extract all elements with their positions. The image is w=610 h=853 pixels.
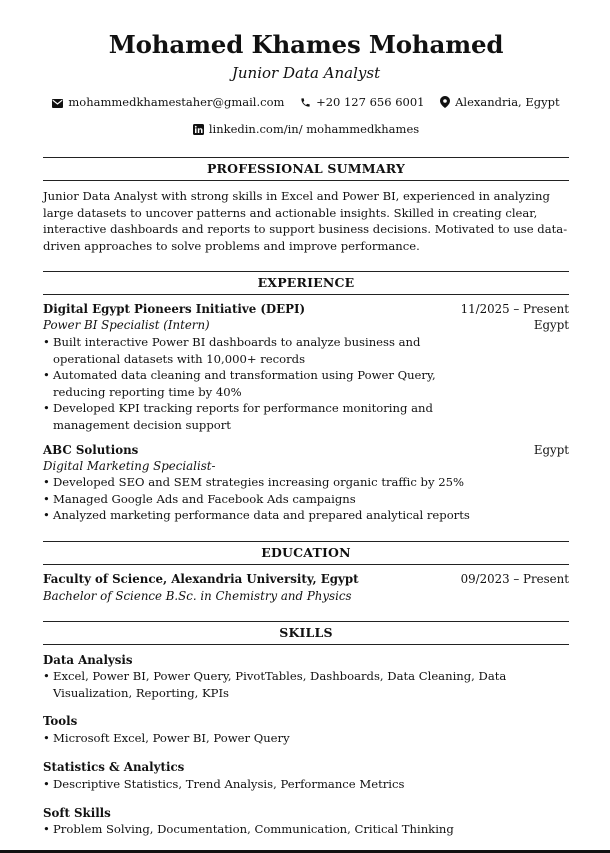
summary-text: Junior Data Analyst with strong skills in Excel and Power BI, experienced in analyzing large datasets to uncover patterns and actionable insights. Skilled in creating clear, interactive dashboards and reports to support business decisions. Motivated to use data-driven approaches to solve problems and improve performance. [43, 189, 568, 253]
job-location: Egypt [533, 443, 569, 457]
list-item: • Excel, Power BI, Power Query, PivotTables, Dashboards, Data Cleaning, Data Visualization, Reporting, KPIs [43, 668, 569, 701]
contact-row [43, 95, 569, 109]
education-subheader [43, 588, 569, 605]
skill-list [43, 821, 569, 838]
education-degree: Bachelor of Science B.Sc. in Chemistry and Physics [43, 589, 352, 603]
job-org: Digital Egypt Pioneers Initiative (DEPI) [43, 302, 306, 316]
skill-list [43, 668, 569, 701]
map-pin-icon [440, 96, 450, 108]
experience-heading: EXPERIENCE [43, 271, 569, 295]
job-position: Digital Marketing Specialist- [43, 459, 216, 473]
skill-group-title: Data Analysis [43, 653, 133, 667]
list-item: • Automated data cleaning and transformation using Power Query, reducing reporting time by 40% [43, 367, 443, 400]
education-heading: EDUCATION [43, 541, 569, 565]
job-bullets [43, 334, 443, 433]
skill-list [43, 776, 569, 793]
candidate-name: Mohamed Khames Mohamed [108, 30, 504, 59]
location-text: Alexandria, Egypt [455, 95, 560, 109]
skill-group-title: Soft Skills [43, 806, 111, 820]
job-header [43, 301, 569, 318]
education-date: 09/2023 – Present [460, 572, 569, 586]
linkedin-contact[interactable] [193, 122, 419, 136]
education-school: Faculty of Science, Alexandria University, Egypt [43, 572, 359, 586]
location-contact [440, 95, 559, 109]
candidate-role: Junior Data Analyst [231, 64, 381, 82]
job-subheader [43, 317, 569, 334]
phone-contact[interactable] [300, 95, 424, 109]
linkedin-icon [193, 124, 204, 135]
list-item: • Developed SEO and SEM strategies increasing organic traffic by 25% [43, 474, 569, 491]
linkedin-row [43, 122, 569, 136]
job-date: 11/2025 – Present [460, 302, 569, 316]
skills-heading: SKILLS [43, 621, 569, 645]
list-item: • Developed KPI tracking reports for performance monitoring and management decision support [43, 400, 443, 433]
phone-text: +20 127 656 6001 [316, 95, 425, 109]
skill-group-title: Tools [43, 714, 78, 728]
job-header [43, 442, 569, 459]
skill-group-title: Statistics & Analytics [43, 760, 185, 774]
summary-heading: PROFESSIONAL SUMMARY [43, 157, 569, 181]
phone-icon [300, 97, 311, 108]
skill-list [43, 730, 569, 747]
list-item: • Problem Solving, Documentation, Communication, Critical Thinking [43, 821, 569, 838]
list-item: • Descriptive Statistics, Trend Analysis, Performance Metrics [43, 776, 569, 793]
linkedin-text: linkedin.com/in/ mohammedkhames [208, 122, 420, 136]
list-item: • Managed Google Ads and Facebook Ads campaigns [43, 491, 569, 508]
job-location: Egypt [533, 318, 569, 332]
list-item: • Microsoft Excel, Power BI, Power Query [43, 730, 569, 747]
job-position: Power BI Specialist (Intern) [43, 318, 210, 332]
list-item: • Built interactive Power BI dashboards to analyze business and operational datasets with 10,000+ records [43, 334, 443, 367]
list-item: • Analyzed marketing performance data and prepared analytical reports [43, 507, 569, 524]
job-bullets [43, 474, 569, 524]
job-org: ABC Solutions [43, 443, 139, 457]
envelope-icon [52, 99, 63, 108]
email-text: mohammedkhamestaher@gmail.com [68, 95, 285, 109]
education-header [43, 571, 569, 588]
job-subheader [43, 458, 569, 475]
email-contact[interactable] [52, 95, 284, 109]
